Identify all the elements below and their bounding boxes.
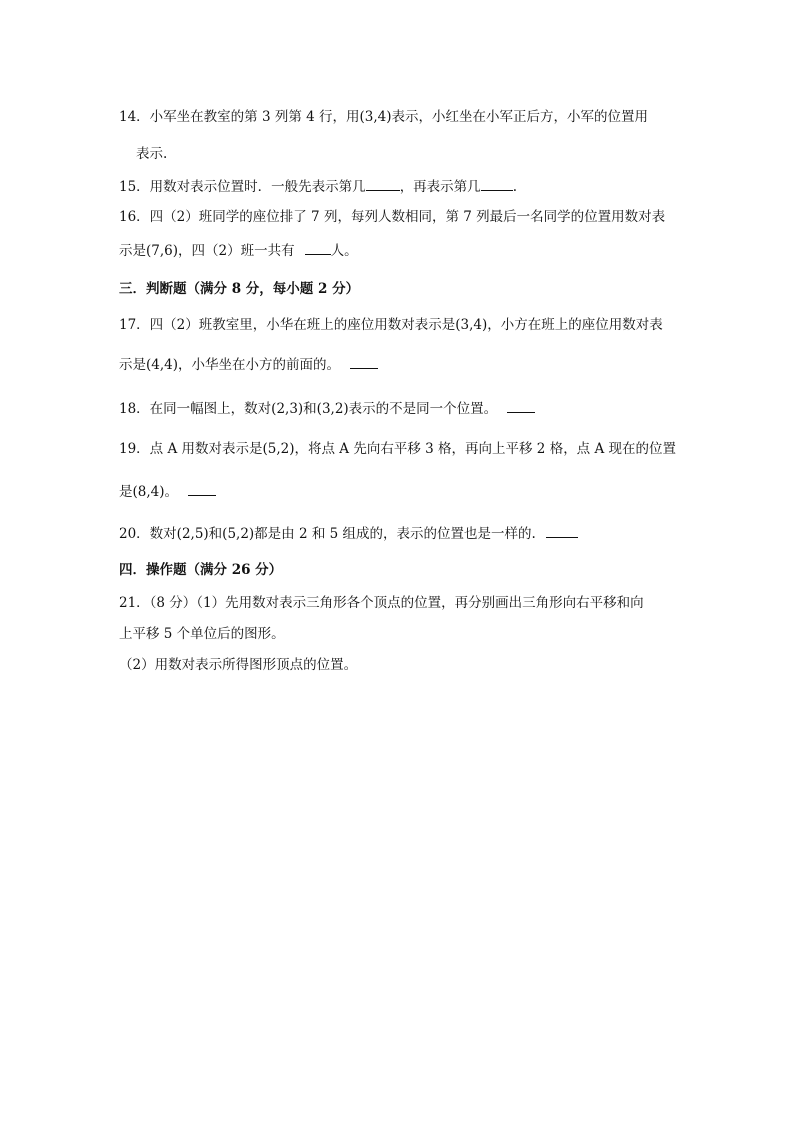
question-15 [119,177,517,196]
answer-blank[interactable] [350,355,378,369]
question-16-line-2 [119,241,358,260]
answer-blank[interactable] [366,177,400,191]
question-21-line-1: 21．（8 分）（1）先用数对表示三角形各个顶点的位置，再分别画出三角形向右平移和向 [119,595,644,611]
question-19-text: 是(8,4)。 [119,484,179,500]
question-21-line-2: 上平移 5 个单位后的图形。 [119,626,285,642]
question-16-line-1: 16．四（2）班同学的座位排了 7 列，每列人数相同，第 7 列最后一名同学的位置用数对表 [119,209,666,225]
question-14-line-2: 表示. [136,146,168,162]
answer-blank[interactable] [507,399,535,413]
answer-blank[interactable] [188,482,216,496]
question-20-text: 20．数对(2,5)和(5,2)都是由 2 和 5 组成的，表示的位置也是一样的. [119,526,536,542]
question-15-part-3: . [512,179,517,195]
answer-blank[interactable] [481,177,513,191]
question-18-text: 18．在同一幅图上，数对(2,3)和(3,2)表示的不是同一个位置。 [119,401,498,417]
answer-blank[interactable] [305,241,331,255]
question-18 [119,399,535,418]
question-15-part-1: 15．用数对表示位置时．一般先表示第几 [119,179,366,195]
answer-blank[interactable] [546,524,578,538]
section-4-heading: 四．操作题（满分 26 分） [119,562,283,578]
question-19-line-2 [119,482,216,501]
question-17-line-1: 17．四（2）班教室里，小华在班上的座位用数对表示是(3,4)，小方在班上的座位用数对表 [119,317,663,333]
question-16-part-2: 人。 [330,243,358,259]
question-20 [119,524,578,543]
question-19-line-1: 19．点 A 用数对表示是(5,2)，将点 A 先向右平移 3 格，再向上平移 2 格，点 A 现在的位置 [119,441,677,457]
question-15-part-2: ，再表示第几 [399,179,481,195]
section-3-heading: 三．判断题（满分 8 分，每小题 2 分） [119,281,360,297]
question-17-text: 示是(4,4)，小华坐在小方的前面的。 [119,357,341,373]
question-21-line-3: （2）用数对表示所得图形顶点的位置。 [119,657,358,673]
question-17-line-2 [119,355,378,374]
question-14-line-1: 14．小军坐在教室的第 3 列第 4 行，用(3,4)表示，小红坐在小军正后方，小军的位置用 [119,109,649,125]
question-16-part-1: 示是(7,6)，四（2）班一共有 [119,243,295,259]
